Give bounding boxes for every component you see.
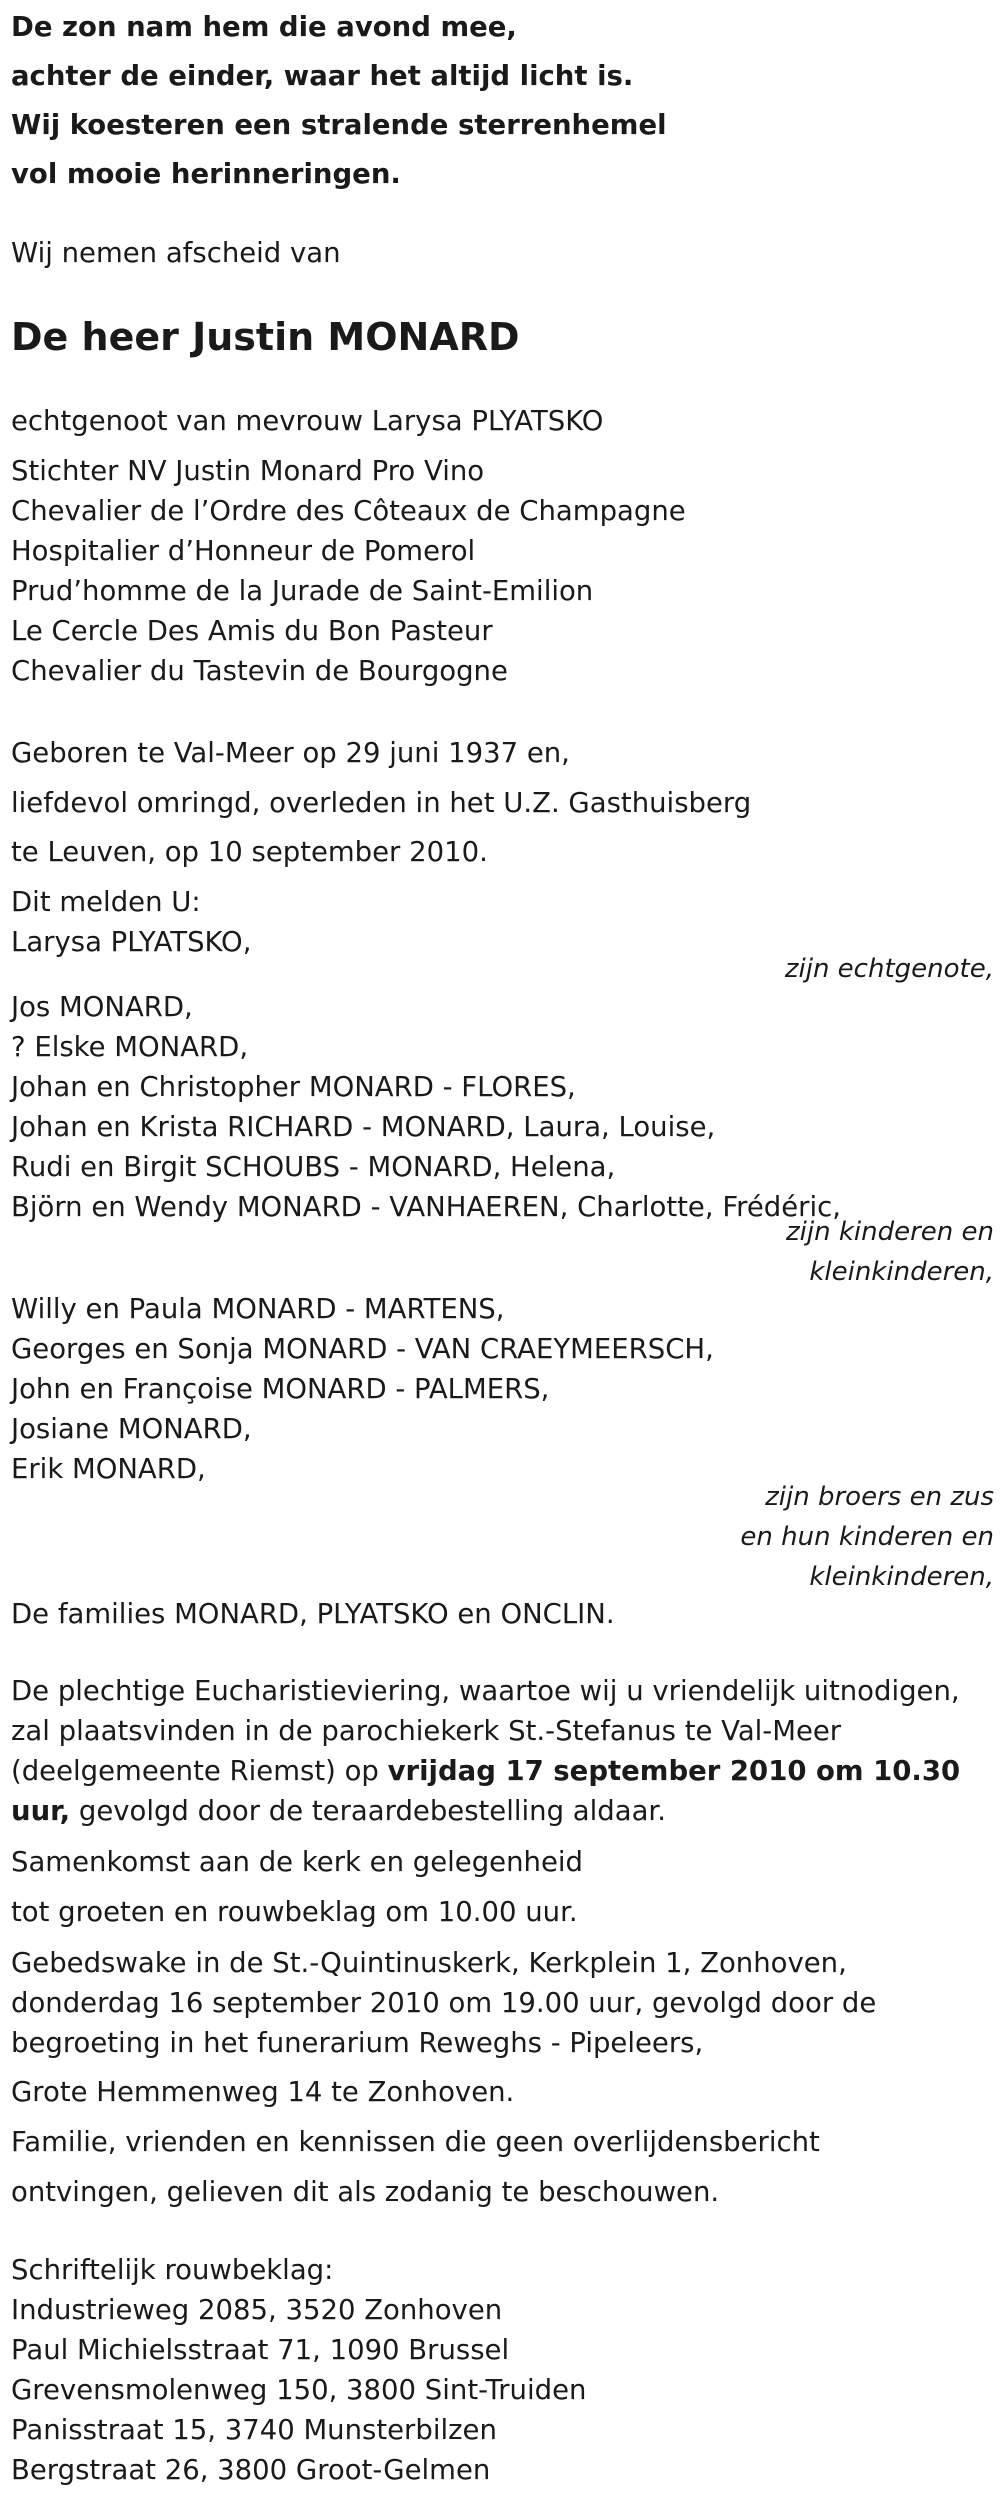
ceremony-paragraph xyxy=(11,1671,991,1831)
children-role: zijn kinderen en xyxy=(786,1217,994,1247)
vigil-paragraph: Gebedswake in de St.-Quintinuskerk, Kerkplein 1, Zonhoven, donderdag 16 september 2010 om 19.00 uur, gevolgd door de begroeting in het funerarium Reweghs - Pipeleers, xyxy=(11,1947,877,2059)
condolence-address: Bergstraat 26, 3800 Groot-Gelmen xyxy=(11,2454,491,2486)
notice-line: ontvingen, gelieven dit als zodanig te beschouwen. xyxy=(11,2176,720,2208)
poem-line: vol mooie herinneringen. xyxy=(11,158,401,190)
title-line: Le Cercle Des Amis du Bon Pasteur xyxy=(11,615,493,647)
birth-death-line: te Leuven, op 10 september 2010. xyxy=(11,836,488,868)
announce-heading: Dit melden U: xyxy=(11,886,201,918)
sibling-line: Georges en Sonja MONARD - VAN CRAEYMEERSCH, xyxy=(11,1333,714,1365)
poem-line: Wij koesteren een stralende sterrenhemel xyxy=(11,109,667,141)
spouse-role: zijn echtgenote, xyxy=(784,954,994,984)
notice-line: Familie, vrienden en kennissen die geen overlijdensbericht xyxy=(11,2126,820,2158)
deceased-name: De heer Justin MONARD xyxy=(11,315,520,359)
siblings-role: kleinkinderen, xyxy=(809,1562,994,1592)
child-line: Johan en Krista RICHARD - MONARD, Laura, Louise, xyxy=(11,1111,716,1143)
poem-line: De zon nam hem die avond mee, xyxy=(11,11,517,43)
condolence-address: Grevensmolenweg 150, 3800 Sint-Truiden xyxy=(11,2374,587,2406)
vigil-address: Grote Hemmenweg 14 te Zonhoven. xyxy=(11,2076,515,2108)
intro-text: Wij nemen afscheid van xyxy=(11,237,341,269)
families-line: De families MONARD, PLYATSKO en ONCLIN. xyxy=(11,1598,615,1630)
title-line: Chevalier de l’Ordre des Côteaux de Champagne xyxy=(11,495,686,527)
title-line: Stichter NV Justin Monard Pro Vino xyxy=(11,455,485,487)
condolence-address: Panisstraat 15, 3740 Munsterbilzen xyxy=(11,2414,497,2446)
condolence-heading: Schriftelijk rouwbeklag: xyxy=(11,2254,334,2286)
title-line: Chevalier du Tastevin de Bourgogne xyxy=(11,655,508,687)
title-line: Prud’homme de la Jurade de Saint-Emilion xyxy=(11,575,594,607)
birth-death-line: Geboren te Val-Meer op 29 juni 1937 en, xyxy=(11,737,570,769)
ceremony-text: De plechtige Eucharistieviering, waartoe wij u vriendelijk uitnodigen, zal plaatsvinden in de parochiekerk St.-Stefanus te Val-Meer (deelgemeente Riemst) op xyxy=(11,1675,960,1787)
title-line: Hospitalier d’Honneur de Pomerol xyxy=(11,535,476,567)
sibling-line: Erik MONARD, xyxy=(11,1453,206,1485)
siblings-role: en hun kinderen en xyxy=(740,1522,994,1552)
condolence-address: Industrieweg 2085, 3520 Zonhoven xyxy=(11,2294,503,2326)
sibling-line: Josiane MONARD, xyxy=(11,1413,252,1445)
sibling-line: John en Françoise MONARD - PALMERS, xyxy=(11,1373,550,1405)
child-line: Rudi en Birgit SCHOUBS - MONARD, Helena, xyxy=(11,1151,616,1183)
spouse-line: echtgenoot van mevrouw Larysa PLYATSKO xyxy=(11,405,604,437)
ceremony-date: vrijdag 17 september 2010 om 10.30 uur, xyxy=(11,1755,961,1827)
gathering-line: Samenkomst aan de kerk en gelegenheid xyxy=(11,1846,583,1878)
poem-line: achter de einder, waar het altijd licht is. xyxy=(11,60,634,92)
spouse-name: Larysa PLYATSKO, xyxy=(11,926,252,958)
child-line: Johan en Christopher MONARD - FLORES, xyxy=(11,1071,576,1103)
child-line: Jos MONARD, xyxy=(11,991,193,1023)
sibling-line: Willy en Paula MONARD - MARTENS, xyxy=(11,1293,505,1325)
child-line: ? Elske MONARD, xyxy=(11,1031,249,1063)
birth-death-line: liefdevol omringd, overleden in het U.Z. Gasthuisberg xyxy=(11,787,752,819)
condolence-address: Paul Michielsstraat 71, 1090 Brussel xyxy=(11,2334,510,2366)
siblings-role: zijn broers en zus xyxy=(765,1482,994,1512)
gathering-line: tot groeten en rouwbeklag om 10.00 uur. xyxy=(11,1896,578,1928)
ceremony-text-end: gevolgd door de teraardebestelling aldaar. xyxy=(70,1795,666,1827)
child-line: Björn en Wendy MONARD - VANHAEREN, Charlotte, Frédéric, xyxy=(11,1191,841,1223)
children-role: kleinkinderen, xyxy=(809,1257,994,1287)
